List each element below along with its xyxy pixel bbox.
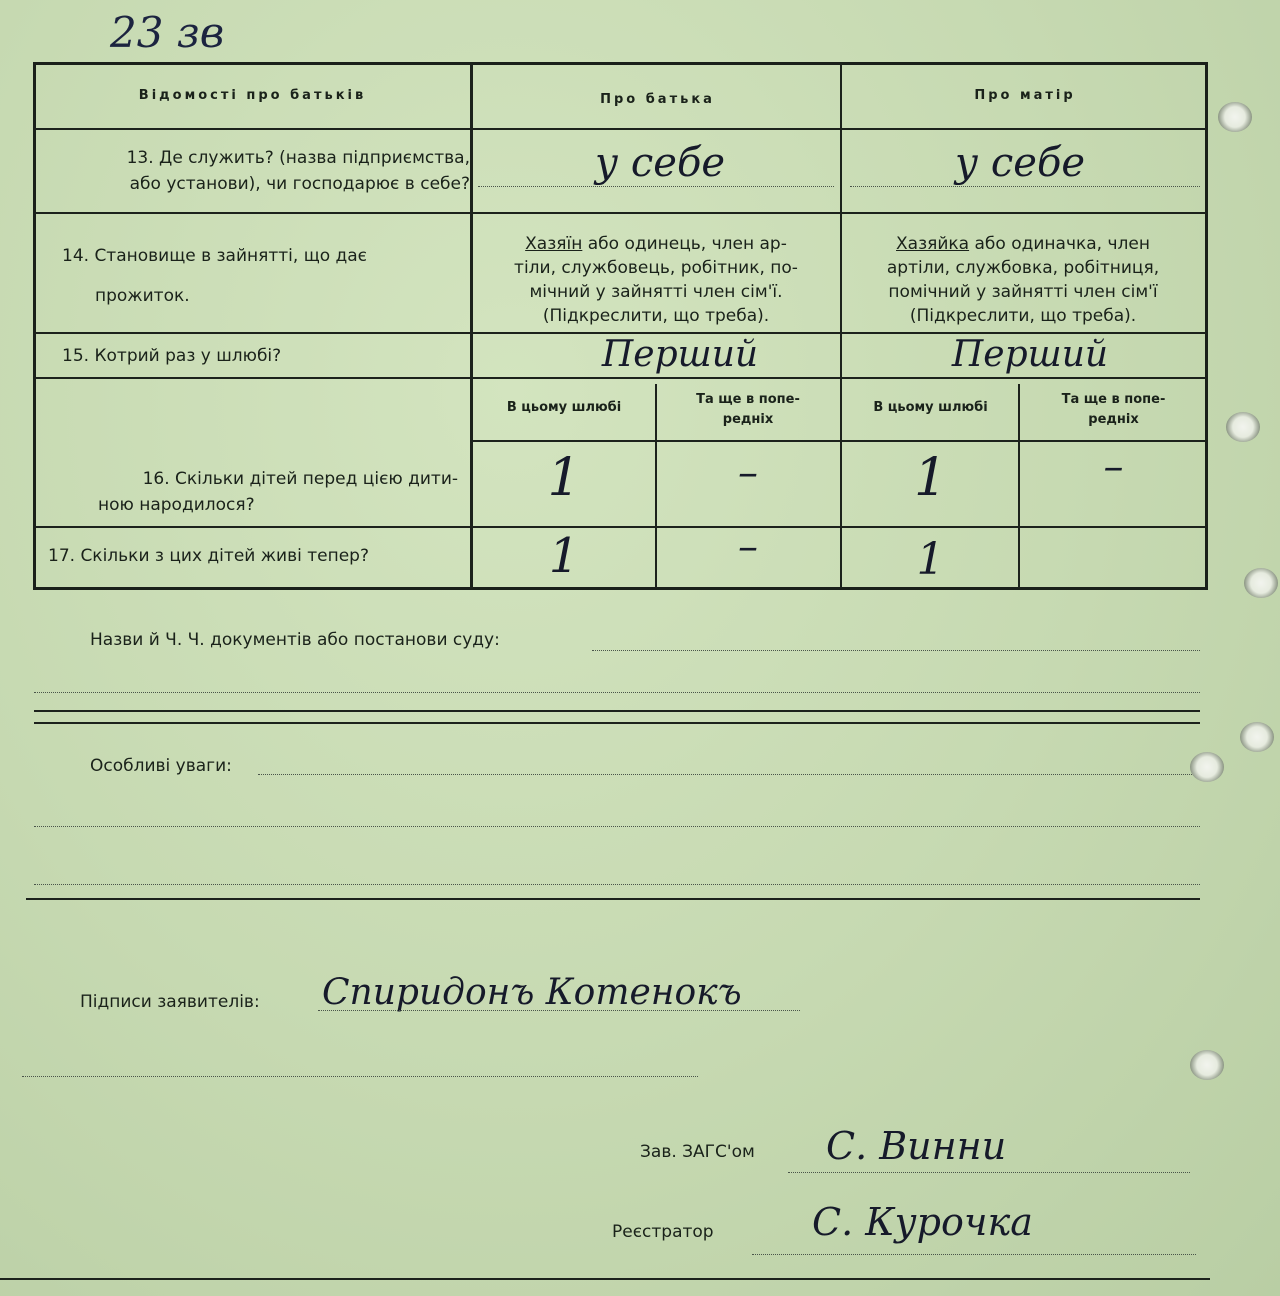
- remarks-label: Особливі уваги:: [90, 756, 232, 776]
- binder-hole: [1190, 1050, 1224, 1080]
- archive-number: 23 зв: [110, 8, 225, 57]
- row16-question: [58, 466, 458, 518]
- header-father: Про батька: [600, 92, 715, 107]
- registrar-label: Реєстратор: [612, 1222, 714, 1242]
- row13-question: [55, 148, 470, 194]
- row14-mother-selected: Хазяйка: [896, 234, 970, 254]
- zags-signature: С. Винни: [826, 1124, 1007, 1168]
- mother-sub-previous-line2: редніх: [1088, 412, 1139, 427]
- remarks-line-3: [34, 884, 1200, 885]
- applicants-signature: Спиридонъ Котенокъ: [322, 972, 742, 1013]
- father-sub-previous: [658, 390, 838, 430]
- mother-sub-this-marriage: В цьому шлюбі: [873, 400, 988, 415]
- row14-father-options: [478, 232, 834, 328]
- row17-mother-this: 1: [916, 534, 945, 585]
- row17-father-this: 1: [548, 528, 580, 584]
- documents-label: Назви й Ч. Ч. документів або постанови суду:: [90, 630, 500, 650]
- row14-question-line2: прожиток.: [95, 286, 190, 306]
- row17-father-prev: –: [738, 524, 758, 570]
- header-mother: Про матір: [974, 88, 1076, 103]
- mother-sub-previous: [1021, 390, 1206, 430]
- binder-hole: [1226, 412, 1260, 442]
- binder-hole: [1244, 568, 1278, 598]
- row14-father-line1: або одинець, член ар-: [582, 234, 787, 254]
- father-sub-previous-line2: редніх: [722, 412, 774, 427]
- row16-mother-this: 1: [913, 448, 948, 508]
- father-sub-previous-line1: Та ще в попе-: [696, 392, 800, 407]
- mother-sub-previous-line1: Та ще в попе-: [1061, 392, 1166, 407]
- row15-father-answer: Перший: [601, 334, 759, 375]
- row15-question: 15. Котрий раз у шлюбі?: [62, 346, 282, 366]
- row14-mother-line4: (Підкреслити, що треба).: [909, 306, 1137, 326]
- header-parents-info: Відомості про батьків: [138, 88, 367, 103]
- row14-mother-line1: або одиначка, член: [969, 234, 1150, 254]
- documents-line-1: [592, 650, 1200, 651]
- row13-mother-answer: у себе: [954, 140, 1086, 186]
- applicants-label: Підписи заявителів:: [80, 992, 260, 1012]
- row17-question: 17. Скільки з цих дітей живі тепер?: [48, 546, 369, 566]
- registrar-signature: С. Курочка: [812, 1200, 1033, 1244]
- row13-father-answer: у себе: [594, 140, 726, 186]
- binder-hole: [1240, 722, 1274, 752]
- row16-father-this: 1: [547, 448, 581, 508]
- applicants-line-2: [22, 1076, 698, 1077]
- row14-mother-line2: артіли, службовка, робітниця,: [886, 258, 1160, 278]
- row13-question-line2: або установи), чи господарює в себе?: [129, 174, 470, 194]
- row13-question-line1: 13. Де служить? (назва підприємства,: [126, 148, 470, 168]
- zags-label: Зав. ЗАГС'ом: [640, 1142, 755, 1162]
- row14-father-line4: (Підкреслити, що треба).: [542, 306, 770, 326]
- row15-mother-answer: Перший: [951, 334, 1109, 375]
- row14-question-line1: 14. Становище в зайнятті, що дає: [62, 246, 368, 266]
- row14-mother-line3: помічний у зайнятті член сім'ї: [888, 282, 1158, 302]
- row16-father-prev: –: [738, 450, 758, 496]
- row16-mother-prev: –: [1103, 444, 1124, 490]
- binder-hole: [1218, 102, 1252, 132]
- remarks-line-2: [34, 826, 1200, 827]
- father-sub-this-marriage: В цьому шлюбі: [506, 400, 622, 415]
- binder-hole: [1190, 752, 1224, 782]
- row14-father-line3: мічний у зайнятті член сім'ї.: [529, 282, 783, 302]
- row14-father-line2: тіли, службовець, робітник, по-: [514, 258, 798, 278]
- row14-father-selected: Хазяїн: [525, 234, 583, 254]
- remarks-line-1: [258, 774, 1200, 775]
- row16-question-line1: 16. Скільки дітей перед цією дити-: [142, 469, 458, 489]
- row16-question-line2: ною народилося?: [98, 495, 255, 515]
- documents-line-2: [34, 692, 1200, 693]
- row14-mother-options: [846, 232, 1200, 328]
